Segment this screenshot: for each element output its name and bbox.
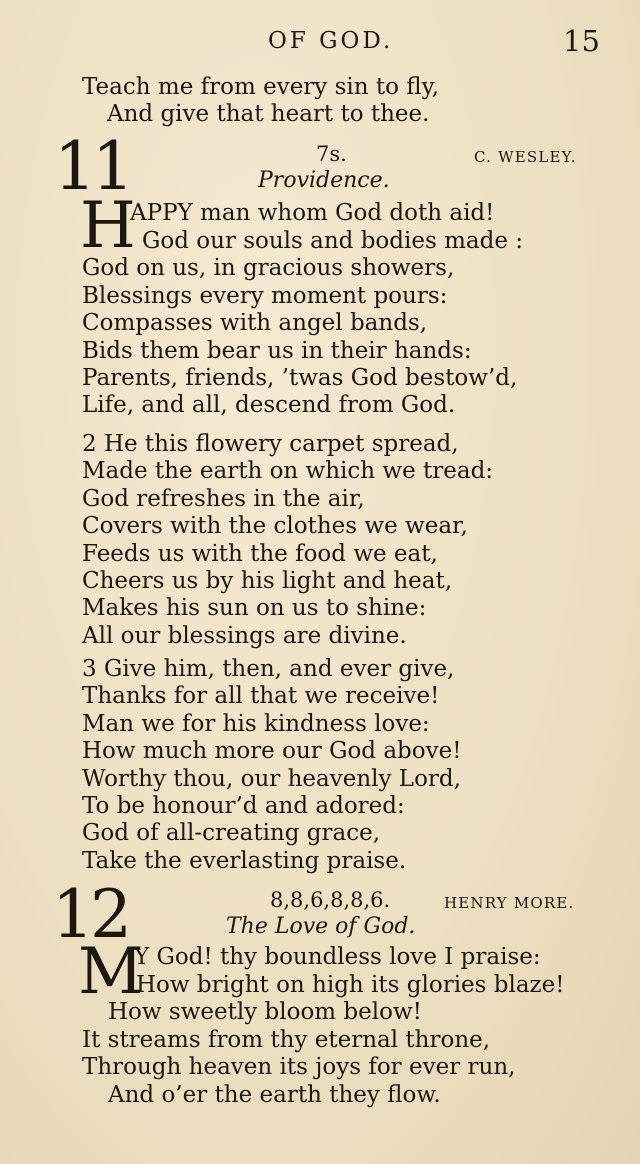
verse-line: Made the earth on which we tread: bbox=[82, 458, 494, 485]
verse-line: How sweetly bloom below! bbox=[108, 999, 422, 1026]
hymn-11-stanza-3 bbox=[82, 656, 461, 875]
hymn-11-author: C. WESLEY. bbox=[474, 148, 577, 166]
verse-line: Blessings every moment pours: bbox=[82, 282, 448, 309]
hymn-12-meter: 8,8,6,8,8,6. bbox=[270, 888, 391, 912]
hymn-11-stanza-2 bbox=[82, 431, 493, 650]
verse-line: 3 Give him, then, and ever give, bbox=[82, 656, 455, 682]
verse-line: All our blessings are divine. bbox=[82, 622, 407, 649]
verse-line: God of all-creating grace, bbox=[82, 820, 381, 847]
running-title: OF GOD. bbox=[268, 28, 394, 54]
hymn-number-12: 12 bbox=[52, 876, 128, 953]
verse-line: And give that heart to thee. bbox=[107, 101, 430, 128]
hymn-12-verse bbox=[82, 972, 565, 1109]
verse-line: How much more our God above! bbox=[82, 738, 462, 765]
verse-line: Thanks for all that we receive! bbox=[82, 683, 440, 710]
verse-line: Compasses with angel bands, bbox=[82, 310, 428, 337]
verse-line: God on us, in gracious showers, bbox=[82, 255, 455, 282]
verse-line: Covers with the clothes we wear, bbox=[82, 513, 468, 540]
hymn-11-first-line: APPY man whom God doth aid! bbox=[130, 200, 495, 226]
verse-line: And o’er the earth they flow. bbox=[108, 1081, 441, 1108]
verse-line: To be honour’d and adored: bbox=[82, 793, 405, 820]
verse-line: Life, and all, descend from God. bbox=[82, 392, 456, 419]
verse-line: 2 He this flowery carpet spread, bbox=[82, 431, 459, 457]
hymn-12-first-line: Y God! thy boundless love I praise: bbox=[134, 944, 541, 970]
verse-line: Parents, friends, ’twas God bestow’d, bbox=[82, 365, 518, 392]
verse-line: Cheers us by his light and heat, bbox=[82, 568, 453, 595]
hymn-12-title: The Love of God. bbox=[226, 914, 416, 939]
verse-line: It streams from thy eternal throne, bbox=[82, 1026, 491, 1053]
hymn-11-stanza-1 bbox=[82, 228, 523, 420]
verse-line: Worthy thou, our heavenly Lord, bbox=[82, 765, 461, 792]
page-number: 15 bbox=[563, 24, 600, 58]
verse-line: Makes his sun on us to shine: bbox=[82, 595, 427, 622]
hymn-11-drop-cap: H bbox=[80, 189, 136, 263]
verse-line: God our souls and bodies made : bbox=[142, 228, 524, 254]
verse-line: How bright on high its glories blaze! bbox=[136, 972, 565, 998]
carryover-verse bbox=[82, 74, 439, 129]
verse-line: God refreshes in the air, bbox=[82, 485, 365, 512]
verse-line: Take the everlasting praise. bbox=[82, 847, 407, 874]
hymn-12-author: HENRY MORE. bbox=[444, 894, 575, 912]
verse-line: Bids them bear us in their hands: bbox=[82, 337, 472, 364]
verse-line: Through heaven its joys for ever run, bbox=[82, 1054, 516, 1081]
hymn-number-11: 11 bbox=[54, 128, 130, 205]
verse-line: Man we for his kindness love: bbox=[82, 710, 430, 737]
hymn-12-drop-cap: M bbox=[78, 935, 144, 1009]
hymn-11-title: Providence. bbox=[258, 168, 390, 193]
verse-line: Teach me from every sin to fly, bbox=[82, 74, 439, 100]
verse-line: Feeds us with the food we eat, bbox=[82, 540, 438, 567]
hymn-11-meter: 7s. bbox=[316, 142, 347, 166]
